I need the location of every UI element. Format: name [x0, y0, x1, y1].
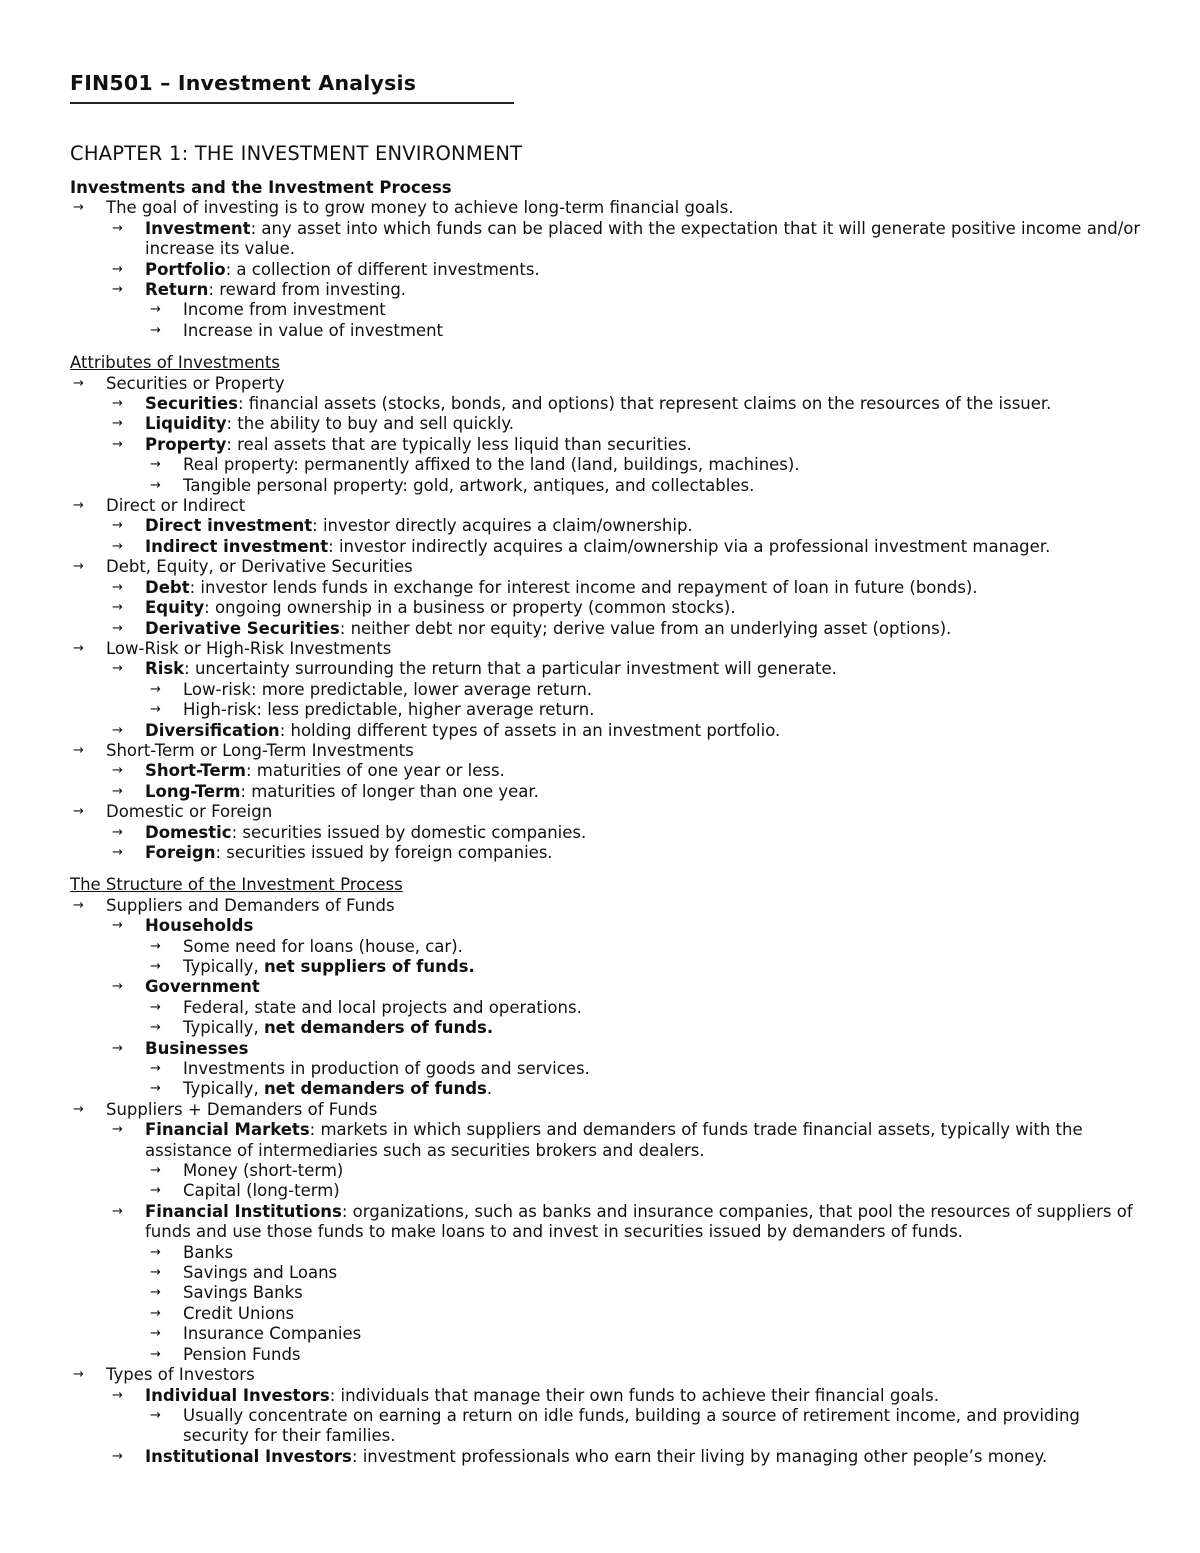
outline-item-level-2 [70, 977, 1150, 997]
document-title: FIN501 – Investment Analysis [70, 71, 417, 95]
arrow-bullet-icon: → [73, 200, 84, 216]
item-text: : investor lends funds in exchange for interest income and repayment of loan in future (bonds). [189, 577, 978, 597]
outline-item-level-3 [70, 1406, 1150, 1447]
arrow-bullet-icon: → [150, 702, 161, 718]
outline-item-level-2 [70, 516, 1150, 536]
arrow-bullet-icon: → [112, 824, 123, 840]
outline-item-level-3 [70, 937, 1150, 957]
item-text: Suppliers and Demanders of Funds [106, 895, 395, 915]
section-gap [70, 863, 1150, 875]
term: net demanders of funds [263, 1079, 487, 1099]
arrow-bullet-icon: → [112, 436, 123, 452]
item-text: Typically, [183, 1079, 264, 1099]
outline-item-level-3 [70, 1161, 1150, 1181]
arrow-bullet-icon: → [112, 620, 123, 636]
arrow-bullet-icon: → [150, 958, 161, 974]
arrow-bullet-icon: → [112, 844, 123, 860]
arrow-bullet-icon: → [73, 498, 84, 514]
item-text: Income from investment [183, 300, 386, 320]
arrow-bullet-icon: → [112, 518, 123, 534]
outline-item-level-1 [70, 557, 1150, 577]
arrow-bullet-icon: → [112, 722, 123, 738]
item-text: : holding different types of assets in an investment portfolio. [279, 720, 781, 740]
item-text: : individuals that manage their own funds to achieve their financial goals. [329, 1385, 939, 1405]
item-text: Suppliers + Demanders of Funds [106, 1099, 378, 1119]
item-text: Insurance Companies [183, 1324, 362, 1344]
arrow-bullet-icon: → [150, 1285, 161, 1301]
term: Institutional Investors [145, 1446, 352, 1466]
term: Risk [145, 659, 185, 679]
outline-item-level-2 [70, 394, 1150, 414]
item-text: Typically, [183, 1018, 264, 1038]
item-text: Credit Unions [183, 1303, 295, 1323]
arrow-bullet-icon: → [150, 302, 161, 318]
item-text: Federal, state and local projects and operations. [183, 997, 582, 1017]
outline-item-level-2 [70, 537, 1150, 557]
outline-item-level-1 [70, 1365, 1150, 1385]
arrow-bullet-icon: → [150, 1020, 161, 1036]
outline-item-level-2 [70, 843, 1150, 863]
item-text: Savings and Loans [183, 1263, 338, 1283]
outline-item-level-2 [70, 659, 1150, 679]
arrow-bullet-icon: → [112, 1203, 123, 1219]
arrow-bullet-icon: → [150, 1326, 161, 1342]
arrow-bullet-icon: → [73, 640, 84, 656]
item-text: Usually concentrate on earning a return on idle funds, building a source of retirement income, and providing security for their families. [183, 1405, 1080, 1446]
outline-item-level-1 [70, 374, 1150, 394]
arrow-bullet-icon: → [112, 1448, 123, 1464]
item-text: Real property: permanently affixed to the land (land, buildings, machines). [183, 455, 800, 475]
arrow-bullet-icon: → [112, 282, 123, 298]
outline-item-level-2 [70, 721, 1150, 741]
outline-item-level-1 [70, 639, 1150, 659]
outline-item-level-2 [70, 619, 1150, 639]
arrow-bullet-icon: → [73, 897, 84, 913]
term: Individual Investors [145, 1385, 330, 1405]
item-text: . [486, 1079, 493, 1099]
outline-item-level-3 [70, 1283, 1150, 1303]
outline-item-level-2 [70, 435, 1150, 455]
item-text: : the ability to buy and sell quickly. [226, 414, 515, 434]
arrow-bullet-icon: → [112, 416, 123, 432]
item-text: Short-Term or Long-Term Investments [106, 740, 414, 760]
item-text: : investment professionals who earn their living by managing other people’s money. [351, 1446, 1048, 1466]
item-text: Pension Funds [183, 1344, 301, 1364]
term: Derivative Securities [145, 618, 340, 638]
arrow-bullet-icon: → [73, 742, 84, 758]
notes-body [70, 178, 1150, 1467]
term: Property [145, 434, 227, 454]
section-heading: Attributes of Investments [70, 353, 280, 373]
arrow-bullet-icon: → [150, 1305, 161, 1321]
item-text: Money (short-term) [183, 1161, 344, 1181]
term: Households [145, 916, 254, 936]
arrow-bullet-icon: → [73, 1101, 84, 1117]
term: Government [145, 977, 260, 997]
term: Investment [145, 218, 251, 238]
arrow-bullet-icon: → [112, 763, 123, 779]
arrow-bullet-icon: → [150, 1265, 161, 1281]
item-text: : a collection of different investments. [225, 259, 540, 279]
item-text: Some need for loans (house, car). [183, 936, 463, 956]
outline-item-level-2 [70, 1039, 1150, 1059]
item-text: : any asset into which funds can be placed with the expectation that it will generate positive income and/or increase its value. [145, 218, 1141, 259]
item-text: : financial assets (stocks, bonds, and options) that represent claims on the resources of the issuer. [237, 394, 1052, 414]
term: Return [145, 280, 209, 300]
arrow-bullet-icon: → [150, 938, 161, 954]
item-text: : markets in which suppliers and demanders of funds trade financial assets, typically with the assistance of intermediaries such as securities brokers and dealers. [145, 1120, 1083, 1160]
outline-item-level-1 [70, 1100, 1150, 1120]
outline-item-level-3 [70, 1079, 1150, 1099]
outline-item-level-3 [70, 1263, 1150, 1283]
term: net suppliers of funds. [263, 956, 475, 976]
arrow-bullet-icon: → [112, 1122, 123, 1138]
arrow-bullet-icon: → [112, 1387, 123, 1403]
outline-item-level-1 [70, 496, 1150, 516]
section-gap [70, 341, 1150, 353]
outline-item-level-3 [70, 680, 1150, 700]
arrow-bullet-icon: → [150, 1244, 161, 1260]
item-text: High-risk: less predictable, higher average return. [183, 700, 595, 720]
arrow-bullet-icon: → [112, 220, 123, 236]
item-text: : uncertainty surrounding the return that a particular investment will generate. [184, 659, 837, 679]
arrow-bullet-icon: → [150, 681, 161, 697]
arrow-bullet-icon: → [112, 1040, 123, 1056]
outline-item-level-2 [70, 280, 1150, 300]
outline-item-level-2 [70, 1120, 1150, 1161]
item-text: : securities issued by foreign companies. [215, 842, 553, 862]
arrow-bullet-icon: → [150, 1061, 161, 1077]
item-text: : real assets that are typically less liquid than securities. [226, 434, 692, 454]
arrow-bullet-icon: → [112, 538, 123, 554]
outline-item-level-3 [70, 1324, 1150, 1344]
outline-item-level-3 [70, 300, 1150, 320]
item-text: : organizations, such as banks and insurance companies, that pool the resources of suppliers of funds and use those funds to make loans to and invest in securities issued by demanders of funds. [145, 1201, 1133, 1242]
arrow-bullet-icon: → [150, 457, 161, 473]
term: Indirect investment [145, 536, 329, 556]
outline-item-level-3 [70, 1304, 1150, 1324]
item-text: : securities issued by domestic companies. [231, 822, 587, 842]
section-heading: The Structure of the Investment Process [70, 875, 403, 895]
item-text: Investments in production of goods and services. [183, 1059, 590, 1079]
term: Financial Institutions [145, 1201, 342, 1221]
outline-item-level-3 [70, 1345, 1150, 1365]
item-text: Debt, Equity, or Derivative Securities [106, 557, 413, 577]
item-text: : investor indirectly acquires a claim/ownership via a professional investment manager. [328, 536, 1051, 556]
outline-item-level-3 [70, 321, 1150, 341]
term: Short-Term [145, 761, 246, 781]
term: Long-Term [145, 781, 241, 801]
outline-item-level-2 [70, 219, 1150, 260]
term: Equity [145, 598, 205, 618]
outline-item-level-3 [70, 957, 1150, 977]
outline-item-level-3 [70, 1243, 1150, 1263]
title-underline-rule [70, 102, 514, 104]
arrow-bullet-icon: → [150, 1183, 161, 1199]
arrow-bullet-icon: → [150, 1081, 161, 1097]
term: Financial Markets [145, 1120, 310, 1140]
outline-item-level-3 [70, 1181, 1150, 1201]
outline-item-level-3 [70, 1018, 1150, 1038]
outline-item-level-1 [70, 802, 1150, 822]
outline-item-level-2 [70, 782, 1150, 802]
arrow-bullet-icon: → [150, 999, 161, 1015]
outline-item-level-1 [70, 741, 1150, 761]
item-text: Capital (long-term) [183, 1181, 340, 1201]
arrow-bullet-icon: → [112, 661, 123, 677]
item-text: : maturities of one year or less. [246, 761, 505, 781]
arrow-bullet-icon: → [112, 600, 123, 616]
outline-item-level-2 [70, 1202, 1150, 1243]
term: Liquidity [145, 414, 227, 434]
item-text: : investor directly acquires a claim/ownership. [312, 516, 693, 536]
item-text: : neither debt nor equity; derive value from an underlying asset (options). [339, 618, 952, 638]
arrow-bullet-icon: → [112, 396, 123, 412]
arrow-bullet-icon: → [73, 375, 84, 391]
item-text: Increase in value of investment [183, 320, 443, 340]
item-text: : maturities of longer than one year. [240, 781, 539, 801]
arrow-bullet-icon: → [150, 322, 161, 338]
term: Foreign [145, 842, 216, 862]
arrow-bullet-icon: → [73, 1367, 84, 1383]
outline-item-level-1 [70, 896, 1150, 916]
arrow-bullet-icon: → [112, 579, 123, 595]
item-text: Banks [183, 1242, 234, 1262]
item-text: : reward from investing. [208, 280, 407, 300]
item-text: Low-risk: more predictable, lower average return. [183, 679, 593, 699]
item-text: Types of Investors [106, 1365, 255, 1385]
outline-item-level-3 [70, 476, 1150, 496]
item-text: Typically, [183, 956, 264, 976]
arrow-bullet-icon: → [112, 979, 123, 995]
arrow-bullet-icon: → [150, 1346, 161, 1362]
item-text: Domestic or Foreign [106, 802, 273, 822]
outline-item-level-2 [70, 414, 1150, 434]
outline-item-level-2 [70, 823, 1150, 843]
outline-item-level-2 [70, 1447, 1150, 1467]
document-page [70, 68, 1150, 1466]
arrow-bullet-icon: → [150, 1407, 161, 1423]
item-text: Tangible personal property: gold, artwork, antiques, and collectables. [183, 475, 755, 495]
chapter-title: CHAPTER 1: THE INVESTMENT ENVIRONMENT [70, 142, 523, 165]
outline-item-level-2 [70, 260, 1150, 280]
term: net demanders of funds. [263, 1018, 494, 1038]
arrow-bullet-icon: → [112, 783, 123, 799]
arrow-bullet-icon: → [112, 918, 123, 934]
outline-item-level-3 [70, 455, 1150, 475]
term: Securities [145, 394, 238, 414]
section-heading: Investments and the Investment Process [70, 178, 452, 197]
arrow-bullet-icon: → [150, 477, 161, 493]
outline-item-level-2 [70, 761, 1150, 781]
item-text: : ongoing ownership in a business or property (common stocks). [204, 598, 736, 618]
outline-item-level-2 [70, 916, 1150, 936]
outline-item-level-2 [70, 598, 1150, 618]
outline-item-level-3 [70, 1059, 1150, 1079]
item-text: Savings Banks [183, 1283, 303, 1303]
term: Diversification [145, 720, 280, 740]
term: Portfolio [145, 259, 226, 279]
outline-item-level-1 [70, 198, 1150, 218]
item-text: Low-Risk or High-Risk Investments [106, 638, 392, 658]
outline-item-level-3 [70, 998, 1150, 1018]
arrow-bullet-icon: → [73, 804, 84, 820]
item-text: Direct or Indirect [106, 496, 246, 516]
arrow-bullet-icon: → [73, 559, 84, 575]
outline-item-level-3 [70, 700, 1150, 720]
item-text: Securities or Property [106, 373, 285, 393]
arrow-bullet-icon: → [150, 1163, 161, 1179]
item-text: The goal of investing is to grow money to achieve long-term financial goals. [106, 198, 734, 218]
outline-item-level-2 [70, 578, 1150, 598]
term: Direct investment [145, 516, 313, 536]
term: Domestic [145, 822, 232, 842]
outline-item-level-2 [70, 1386, 1150, 1406]
term: Debt [145, 577, 190, 597]
term: Businesses [145, 1038, 249, 1058]
arrow-bullet-icon: → [112, 261, 123, 277]
